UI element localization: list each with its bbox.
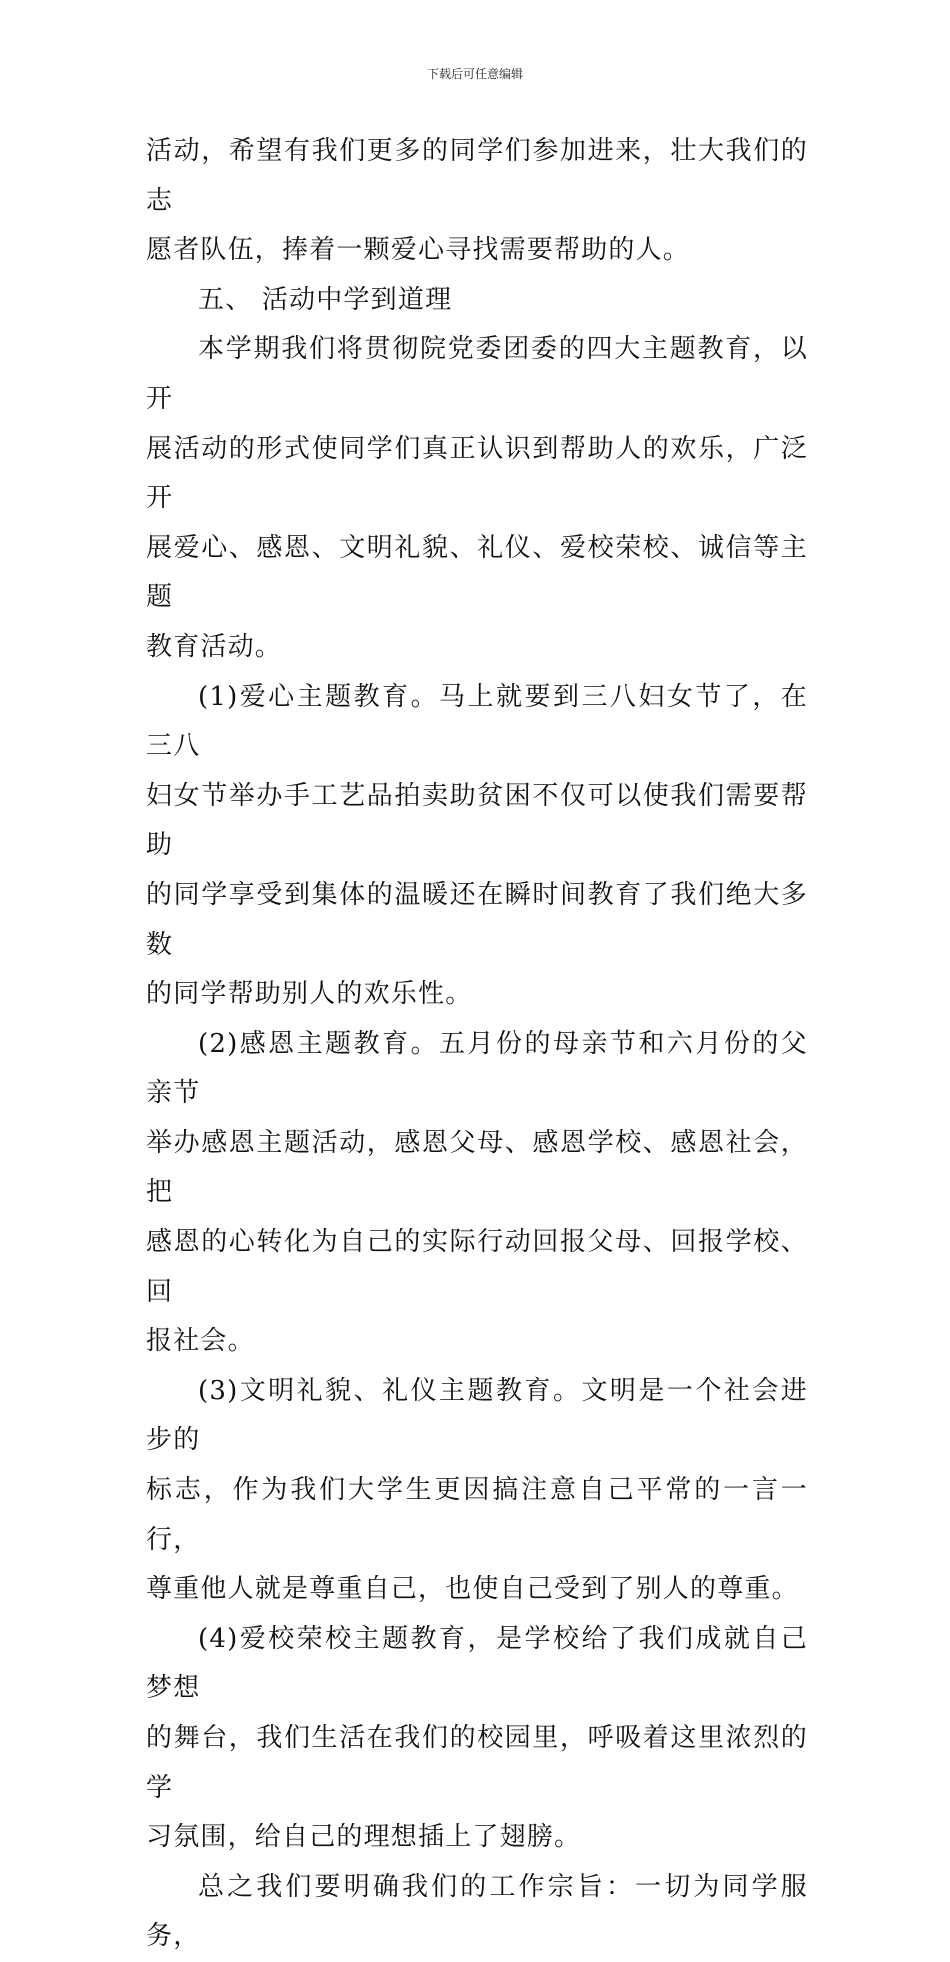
- text-line: 举办感恩主题活动，感恩父母、感恩学校、感恩社会，把: [146, 1127, 808, 1208]
- text-line: 展活动的形式使同学们真正认识到帮助人的欢乐，广泛开: [146, 433, 808, 514]
- text-line: 的同学帮助别人的欢乐性。: [146, 979, 473, 1010]
- text-line: 本学期我们将贯彻院党委团委的四大主题教育，以开: [146, 334, 808, 414]
- text-line: (1)爱心主题教育。马上就要到三八妇女节了，在三八: [146, 681, 808, 762]
- text-line: 报社会。: [146, 1326, 255, 1357]
- section-heading: [146, 276, 808, 326]
- paragraph: [146, 1615, 808, 1863]
- text-line: 感恩的心转化为自己的实际行动回报父母、回报学校、回: [146, 1227, 808, 1307]
- text-line: 愿者队伍，捧着一颗爱心寻找需要帮助的人。: [146, 235, 691, 266]
- paragraph: [146, 325, 808, 672]
- page-header: 下载后可任意编辑: [426, 67, 523, 81]
- paragraph: [146, 1863, 808, 1962]
- text-line: (2)感恩主题教育。五月份的母亲节和六月份的父亲节: [146, 1028, 808, 1109]
- text-line: 习氛围，给自己的理想插上了翅膀。: [146, 1822, 582, 1853]
- text-line: 尊重他人就是尊重自己，也使自己受到了别人的尊重。: [146, 1574, 799, 1605]
- text-line: 教育活动。: [146, 631, 283, 662]
- paragraph: [146, 1367, 808, 1615]
- text-line: 的舞台，我们生活在我们的校园里，呼吸着这里浓烈的学: [146, 1723, 808, 1803]
- text-line: 标志，作为我们大学生更因搞注意自己平常的一言一行，: [146, 1475, 808, 1555]
- text-line: 五、 活动中学到道理: [198, 284, 453, 315]
- text-line: 展爱心、感恩、文明礼貌、礼仪、爱校荣校、诚信等主题: [146, 532, 808, 613]
- text-line: 活动，希望有我们更多的同学们参加进来，壮大我们的志: [146, 136, 808, 216]
- text-line: (3)文明礼貌、礼仪主题教育。文明是一个社会进步的: [146, 1375, 808, 1456]
- text-line: 妇女节举办手工艺品拍卖助贫困不仅可以使我们需要帮助: [146, 780, 808, 861]
- text-line: 总之我们要明确我们的工作宗旨：一切为同学服务，: [146, 1871, 808, 1952]
- paragraph: [146, 673, 808, 1020]
- paragraph: [146, 127, 808, 276]
- text-line: 的同学享受到集体的温暖还在瞬时间教育了我们绝大多数: [146, 879, 808, 960]
- document-body: [146, 127, 808, 1962]
- text-line: (4)爱校荣校主题教育，是学校给了我们成就自己梦想: [146, 1623, 808, 1704]
- paragraph: [146, 1020, 808, 1367]
